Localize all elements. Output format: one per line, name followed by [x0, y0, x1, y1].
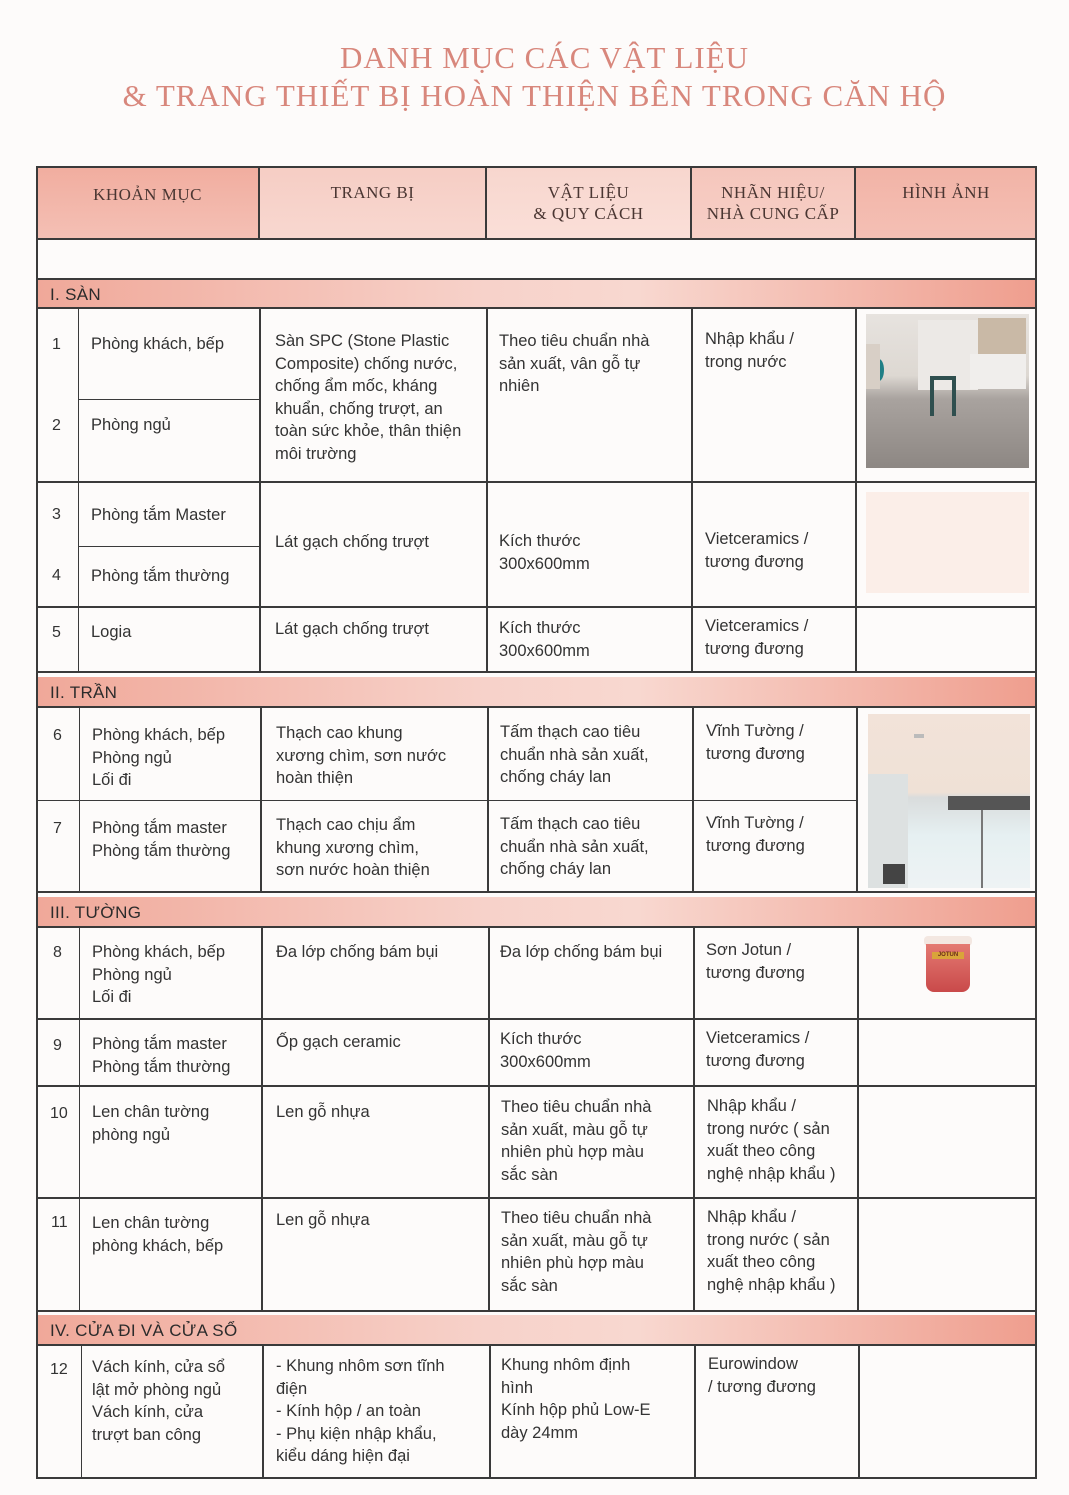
brand-cell: Nhập khẩu / trong nước ( sản xuất theo công nghệ nhập khẩu ) — [707, 1208, 836, 1294]
equipment-cell: Sàn SPC (Stone Plastic Composite) chống nước, chống ẩm mốc, kháng khuẩn, chống trượt, an toàn sức khỏe, thân thiện môi trường — [275, 332, 462, 463]
tile-swatch — [866, 492, 1029, 593]
table-divider — [694, 1344, 696, 1478]
section-label: III. TƯỜNG — [50, 903, 142, 922]
table-divider — [691, 307, 693, 672]
table-divider — [854, 166, 856, 239]
table-divider — [486, 307, 488, 672]
table-divider — [36, 238, 1037, 240]
section-label: IV. CỬA ĐI VÀ CỬA SỔ — [50, 1321, 238, 1340]
page-title-line-1: DANH MỤC CÁC VẬT LIỆU — [339, 40, 750, 75]
equipment-cell: Đa lớp chống bám bụi — [276, 943, 439, 961]
table-divider — [259, 307, 261, 672]
row-item: Phòng tắm master Phòng tắm thường — [92, 1035, 231, 1076]
table-divider — [858, 1344, 860, 1478]
table-divider — [36, 1085, 1037, 1087]
brand-cell: Vĩnh Tường / tương đương — [706, 722, 805, 763]
brand-cell: Nhập khẩu / trong nước — [705, 330, 794, 371]
spc-floor-photo — [866, 314, 1029, 468]
equipment-cell: Len gỗ nhựa — [276, 1211, 370, 1229]
row-item: Phòng ngủ — [91, 416, 171, 434]
table-divider — [36, 278, 1037, 280]
brand-cell: Vietceramics / tương đương — [706, 1029, 810, 1070]
table-divider — [488, 926, 490, 1311]
table-divider — [489, 1344, 491, 1478]
material-cell: Kích thước 300x600mm — [499, 532, 590, 573]
row-number: 11 — [51, 1214, 68, 1231]
table-divider — [36, 1344, 1037, 1346]
section-label: I. SÀN — [50, 285, 101, 304]
header-cell-image — [856, 167, 1036, 239]
equipment-cell: Thạch cao chịu ẩm khung xương chìm, sơn nước hoàn thiện — [276, 816, 430, 879]
column-header-nhan-hieu: NHÃN HIỆU/ NHÀ CUNG CẤP — [706, 183, 840, 223]
table-divider — [79, 926, 80, 1311]
table-divider — [36, 800, 856, 801]
equipment-cell: Ốp gạch ceramic — [276, 1033, 401, 1051]
table-divider — [78, 399, 260, 400]
row-number: 2 — [52, 417, 61, 434]
table-divider — [487, 706, 489, 892]
page-title-line-2: & TRANG THIẾT BỊ HOÀN THIỆN BÊN TRONG CĂN HỘ — [122, 78, 947, 113]
table-divider — [485, 166, 487, 239]
column-header-trang-bi: TRANG BỊ — [330, 183, 415, 202]
material-cell: Theo tiêu chuẩn nhà sản xuất, vân gỗ tự nhiên — [499, 332, 650, 395]
table-divider — [36, 926, 1037, 928]
ceiling-photo — [868, 714, 1030, 888]
table-divider — [36, 891, 1037, 893]
table-divider — [857, 926, 859, 1311]
table-divider — [855, 307, 857, 672]
section-label: II. TRẦN — [50, 683, 118, 702]
row-item: Phòng tắm thường — [91, 567, 230, 585]
row-item: Phòng khách, bếp — [91, 335, 225, 353]
column-header-vat-lieu: VẬT LIỆU & QUY CÁCH — [533, 183, 644, 223]
section-cua — [37, 1315, 1036, 1345]
row-number: 5 — [52, 624, 61, 641]
material-cell: Theo tiêu chuẩn nhà sản xuất, màu gỗ tự nhiên phù hợp màu sắc sàn — [501, 1098, 652, 1184]
table-divider — [692, 706, 694, 892]
row-number: 8 — [53, 944, 62, 961]
table-divider — [36, 1197, 1037, 1199]
table-divider — [36, 1018, 1037, 1020]
table-divider — [262, 1344, 264, 1478]
row-item: Vách kính, cửa sổ lật mở phòng ngủ Vách kính, cửa trượt ban công — [92, 1358, 226, 1444]
material-cell: Tấm thạch cao tiêu chuẩn nhà sản xuất, chống cháy lan — [500, 815, 649, 878]
table-divider — [78, 307, 79, 672]
row-number: 3 — [52, 506, 61, 523]
table-divider — [690, 166, 692, 239]
section-tran — [37, 677, 1036, 707]
table-border — [36, 166, 38, 1479]
row-item: Phòng tắm Master — [91, 506, 226, 524]
row-item: Phòng tắm master Phòng tắm thường — [92, 819, 231, 860]
brand-cell: Nhập khẩu / trong nước ( sản xuất theo công nghệ nhập khẩu ) — [707, 1097, 836, 1183]
material-cell: Kích thước 300x600mm — [500, 1030, 591, 1071]
brand-cell: Vietceramics / tương đương — [705, 530, 809, 571]
section-tuong — [37, 897, 1036, 927]
table-divider — [36, 481, 1037, 483]
equipment-cell: Lát gạch chống trượt — [275, 620, 429, 638]
equipment-cell: Len gỗ nhựa — [276, 1103, 370, 1121]
header-cell-equipment — [260, 167, 485, 239]
table-divider — [36, 606, 1037, 608]
material-cell: Theo tiêu chuẩn nhà sản xuất, màu gỗ tự nhiên phù hợp màu sắc sàn — [501, 1209, 652, 1295]
table-divider — [79, 706, 80, 892]
table-border — [36, 166, 1037, 168]
row-number: 7 — [53, 820, 62, 837]
table-divider — [81, 1344, 82, 1478]
row-item: Logia — [91, 623, 132, 641]
row-number: 12 — [50, 1361, 68, 1378]
row-item: Phòng khách, bếp Phòng ngủ Lối đi — [92, 726, 226, 789]
table-divider — [36, 671, 1037, 673]
column-header-hinh-anh: HÌNH ẢNH — [902, 183, 990, 202]
row-item: Phòng khách, bếp Phòng ngủ Lối đi — [92, 943, 226, 1006]
equipment-cell: Thạch cao khung xương chìm, sơn nước hoàn thiện — [276, 724, 447, 787]
row-number: 9 — [53, 1037, 62, 1054]
table-divider — [36, 706, 1037, 708]
row-number: 10 — [50, 1105, 68, 1122]
brand-cell: Eurowindow / tương đương — [708, 1355, 816, 1396]
column-header-khoan-muc: KHOẢN MỤC — [93, 185, 202, 204]
table-divider — [78, 546, 260, 547]
table-divider — [693, 926, 695, 1311]
row-number: 6 — [53, 727, 62, 744]
table-divider — [258, 166, 260, 239]
table-divider — [260, 706, 262, 892]
jotun-label: JOTUN — [932, 952, 964, 959]
row-item: Len chân tường phòng ngủ — [92, 1103, 210, 1144]
row-item: Len chân tường phòng khách, bếp — [92, 1214, 224, 1255]
table-divider — [36, 1310, 1037, 1312]
table-divider — [36, 307, 1037, 309]
brand-cell: Vĩnh Tường / tương đương — [706, 814, 805, 855]
table-divider — [261, 926, 263, 1311]
table-border — [36, 1477, 1037, 1479]
material-cell: Kích thước 300x600mm — [499, 619, 590, 660]
material-cell: Khung nhôm định hình Kính hộp phủ Low-E dày 24mm — [501, 1356, 651, 1442]
equipment-cell: Lát gạch chống trượt — [275, 533, 429, 551]
table-border — [1035, 166, 1037, 1479]
row-number: 1 — [52, 336, 61, 353]
brand-cell: Sơn Jotun / tương đương — [706, 941, 805, 982]
jotun-paint-bucket — [920, 934, 976, 996]
row-number: 4 — [52, 567, 61, 584]
table-divider — [856, 706, 858, 892]
material-cell: Tấm thạch cao tiêu chuẩn nhà sản xuất, chống cháy lan — [500, 723, 649, 786]
section-san — [37, 279, 1036, 309]
material-cell: Đa lớp chống bám bụi — [500, 943, 663, 961]
brand-cell: Vietceramics / tương đương — [705, 617, 809, 658]
equipment-cell: - Khung nhôm sơn tĩnh điện - Kính hộp / an toàn - Phụ kiện nhập khẩu, kiểu dáng hiện đại — [276, 1357, 445, 1465]
